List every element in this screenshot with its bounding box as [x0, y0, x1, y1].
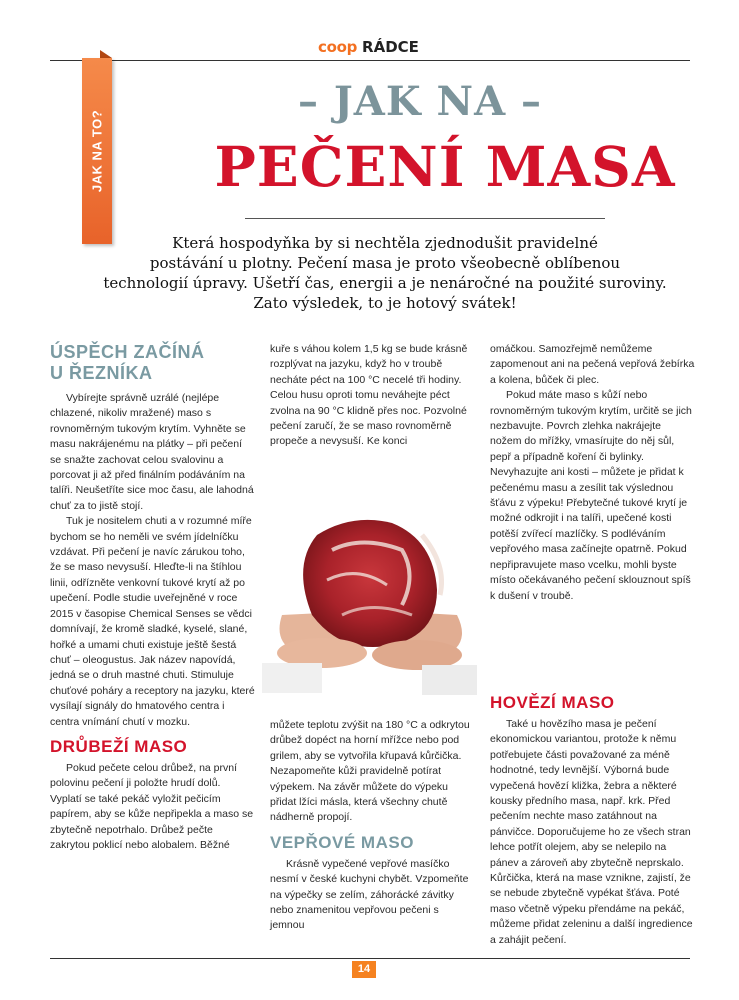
body-paragraph: Tuk je nositelem chuti a v rozumné míře bychom se ho neměli ve svém jídelníčku vzdávat. Při pečení je navíc zárukou toho, že se maso nevysuší. Hleďte-li na štíhlou linii, odřízněte venkovní tukové krytí až po upečení. Podle studie uveřejněné v roce 2015 v časopise Chemical Senses se vědci domnívají, že kromě sladké, kyselé, slané, hořké a umami chuti existuje ještě šestá chuť – oleogustus. Jak název napovídá, jedná se o druh mastné chuti. Stimuluje chuťové poháry a receptory na jazyku, které vysílají signály do hmatového centra i centra vnímání chutí v mozku. — [50, 515, 255, 728]
column-middle-top — [270, 342, 475, 450]
lead-line: technologií úpravy. Ušetří čas, energii a je nenáročné na použité suroviny. — [103, 274, 667, 292]
lead-line: Zato výsledek, to je hotový svátek! — [253, 294, 517, 312]
body-paragraph: Také u hovězího masa je pečení ekonomickou variantou, protože k němu potřebujete části považované za méně hodnotné, tedy levnější. Výborná bude vypečená hovězí kližka, žebra a některé kousky předního masa, např. krk. Před pečením nechte maso zatáhnout na pánvičce. Doporučujeme ho ze všech stran lehce potřít olejem, aby se nelepilo na pánev a zároveň aby zbytečně neprskalo. Kůrčička, která na mase vznikne, zajistí, že se nebude zbytečně vypékat šťáva. Poté maso včetně výpeku přendáme na pekáč, můžeme přidat zeleninu a další ingredience a zahájit pečení. — [490, 718, 693, 946]
body-paragraph: Pokud pečete celou drůbež, na první polovinu pečení ji položte hrudí dolů. Vyplatí se také pekáč vyložit pečicím papírem, aby se kůže nepřipekla a maso se zbytečně nepotrhalo. Drůbež pečte zakrytou poklicí nebo alobalem. Běžné — [50, 761, 254, 851]
column-left — [50, 342, 255, 853]
section-heading-hovezi: HOVĚZÍ MASO — [490, 693, 615, 712]
section-heading-veprove: VEPŘOVÉ MASO — [270, 832, 414, 852]
body-paragraph: omáčkou. Samozřejmě nemůžeme zapomenout ani na pečená vepřová žebírka a kolena, bůček či plec. — [490, 343, 695, 386]
body-paragraph: Krásně vypečené vepřové masíčko nesmí v české kuchyni chybět. Vzpomeňte na výpečky se zelím, záhorácké závitky nebo znamenitou vepřovou pečeni s jemnou — [270, 857, 469, 932]
body-paragraph: Vybírejte správně uzrálé (nejlépe chlazené, nikoliv mražené) maso s rovnoměrným tukovým krytím. Vyhněte se masu nakrájenému na plátky – při pečení se snažte zachovat celou svalovinu a porcovat ji až před finálním podáváním na talíři. Neušetříte sice moc času, ale lahodná chuť za to jistě stojí. — [50, 392, 254, 512]
column-right-bottom — [490, 686, 695, 948]
section-name: RÁDCE — [362, 38, 419, 56]
heading-line: U ŘEZNÍKA — [50, 363, 153, 383]
body-paragraph: můžete teplotu zvýšit na 180 °C a odkrytou drůbež dopéct na horní mřížce nebo pod grilem, aby se vytvořila křupavá kůrčička. Nezapomeňte kůži pravidelně potírat výpekem. Na závěr můžete do výpeku přidat lžíci másla, která všechny chutě nádherně propojí. — [270, 719, 470, 824]
title-rule — [245, 218, 605, 219]
column-right-top — [490, 342, 695, 604]
ribbon-label: JAK NA TO? — [89, 109, 105, 193]
title-kicker: – JAK NA – — [297, 78, 543, 125]
section-heading-drubez: DRŮBEŽÍ MASO — [50, 736, 188, 756]
page-number: 14 — [352, 961, 376, 978]
page-title: PEČENÍ MASA — [214, 134, 676, 199]
header-rule — [50, 60, 690, 61]
lead-line: postávání u plotny. Pečení masa je proto všeobecně oblíbenou — [149, 254, 621, 272]
meat-illustration — [262, 495, 477, 700]
column-middle-bottom — [270, 718, 475, 934]
ribbon-fold — [100, 50, 112, 58]
heading-line: ÚSPĚCH ZAČÍNÁ — [50, 342, 205, 362]
lead-paragraph — [85, 233, 685, 313]
brand-header — [318, 38, 419, 56]
footer-rule — [50, 958, 690, 959]
coop-logo: coop — [318, 38, 358, 56]
body-paragraph: kuře s váhou kolem 1,5 kg se bude krásně rozplývat na jazyku, když ho v troubě necháte péct na 100 °C necelé tři hodiny. Celou husu oproti tomu neváhejte péct zvolna na 90 °C klidně přes noc. Pozvolné pečení zaručí, že se maso rovnoměrně propeče a nevysuší. Ke konci — [270, 343, 468, 448]
body-paragraph: Pokud máte maso s kůží nebo rovnoměrným tukovým krytím, určitě se jich nezbavujte. Povrch zlehka nakrájejte nožem do mřížky, vmasírujte do něj sůl, pepř a případně koření či bylinky. Nevyhazujte ani kosti – můžete je přidat k pečenému masu a zesílit tak výslednou šťávu z výpeku! Přebytečné tukové krytí je možné odkrojit i na talíři, upečené kosti potěší zvířecí mazlíčky. S podléváním vepřového masa začínejte opatrně. Pokud nepřipravujete maso vcelku, mohli byste místo očekávaného pečení sklouznout spíš k dušení v troubě. — [490, 389, 692, 602]
section-heading-uspech — [50, 342, 255, 384]
lead-line: Která hospodyňka by si nechtěla zjednodušit pravidelné — [172, 234, 598, 252]
ribbon-bookmark — [82, 58, 112, 244]
meat-photo — [262, 495, 477, 700]
